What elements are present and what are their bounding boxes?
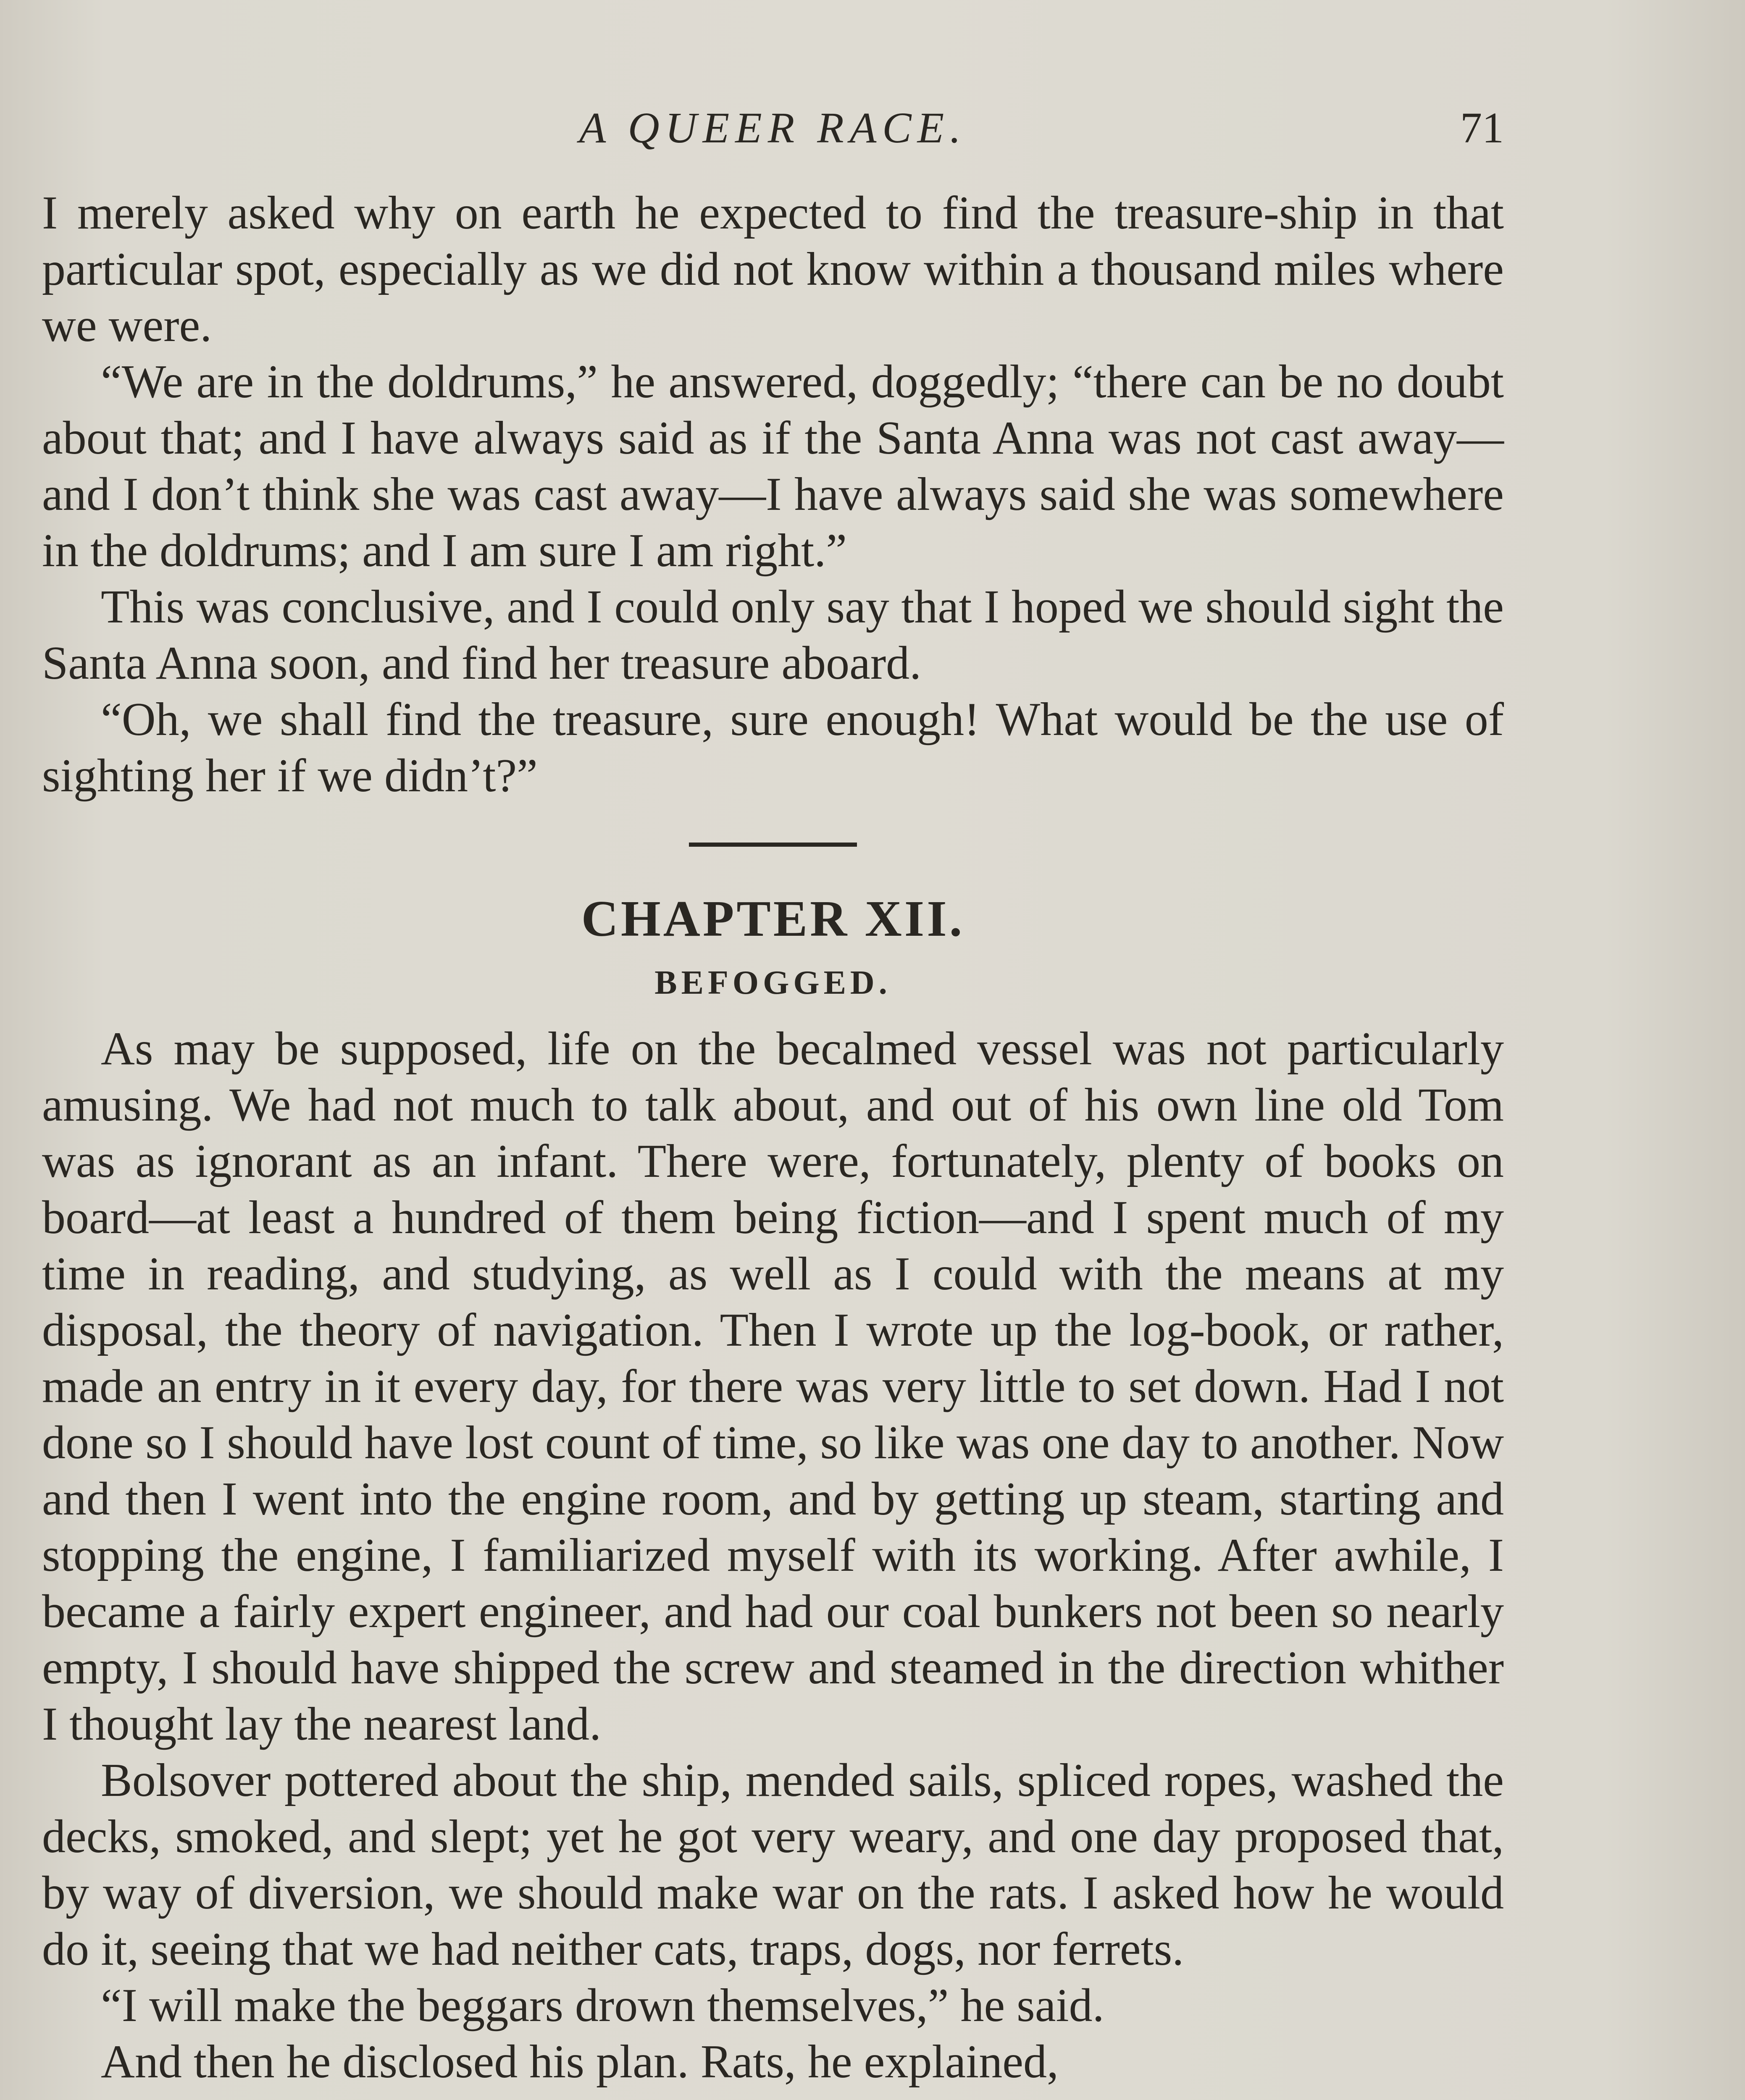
- paragraph: As may be supposed, life on the becalmed vessel was not particularly amusing. We had not much to talk about, and out of his own line old Tom was as ignorant as an infant. There were, fortunately, plenty of books on board—at least a hundred of them being fiction—and I spent much of my time in reading, and studying, as well as I could with the means at my disposal, the theory of navigation. Then I wrote up the log-book, or rather, made an entry in it every day, for there was very little to set down. Had I not done so I should have lost count of time, so like was one day to another. Now and then I went into the engine room, and by getting up steam, starting and stopping the engine, I familiarized myself with its working. After awhile, I became a fairly expert engineer, and had our coal bunkers not been so nearly empty, I should have shipped the screw and steamed in the direction whither I thought lay the nearest land.: [42, 1023, 1504, 1750]
- paragraph: I merely asked why on earth he expected to find the treasure-ship in that particular spot, especially as we did not know within a thousand miles where we were.: [42, 187, 1504, 352]
- chapter-subtitle: BEFOGGED.: [654, 964, 891, 1001]
- paragraph: “I will make the beggars drown themselves,” he said.: [101, 1979, 1104, 2032]
- paragraph: “Oh, we shall find the treasure, sure enough! What would be the use of sighting her if we didn’t?”: [42, 693, 1504, 802]
- paragraph: This was conclusive, and I could only say that I hoped we should sight the Santa Anna soon, and find her treasure aboard.: [42, 581, 1504, 689]
- paragraph: And then he disclosed his plan. Rats, he explained,: [101, 2036, 1059, 2088]
- paragraph: Bolsover pottered about the ship, mended sails, spliced ropes, washed the decks, smoked, and slept; yet he got very weary, and one day proposed that, by way of diversion, we should make war on the rats. I asked how he would do it, seeing that we had neither cats, traps, dogs, nor ferrets.: [42, 1754, 1504, 1975]
- page-header: [42, 97, 1504, 160]
- page-number: 71: [1460, 104, 1504, 152]
- body-text: [42, 185, 1504, 2090]
- section-divider: [689, 843, 857, 847]
- running-head: A QUEER RACE.: [579, 104, 967, 152]
- paragraph: “We are in the doldrums,” he answered, doggedly; “there can be no doubt about that; and I have always said as if the Santa Anna was not cast away—and I don’t think she was cast away—I have always said she was somewhere in the doldrums; and I am sure I am right.”: [42, 356, 1504, 577]
- chapter-title: CHAPTER XII.: [581, 890, 965, 947]
